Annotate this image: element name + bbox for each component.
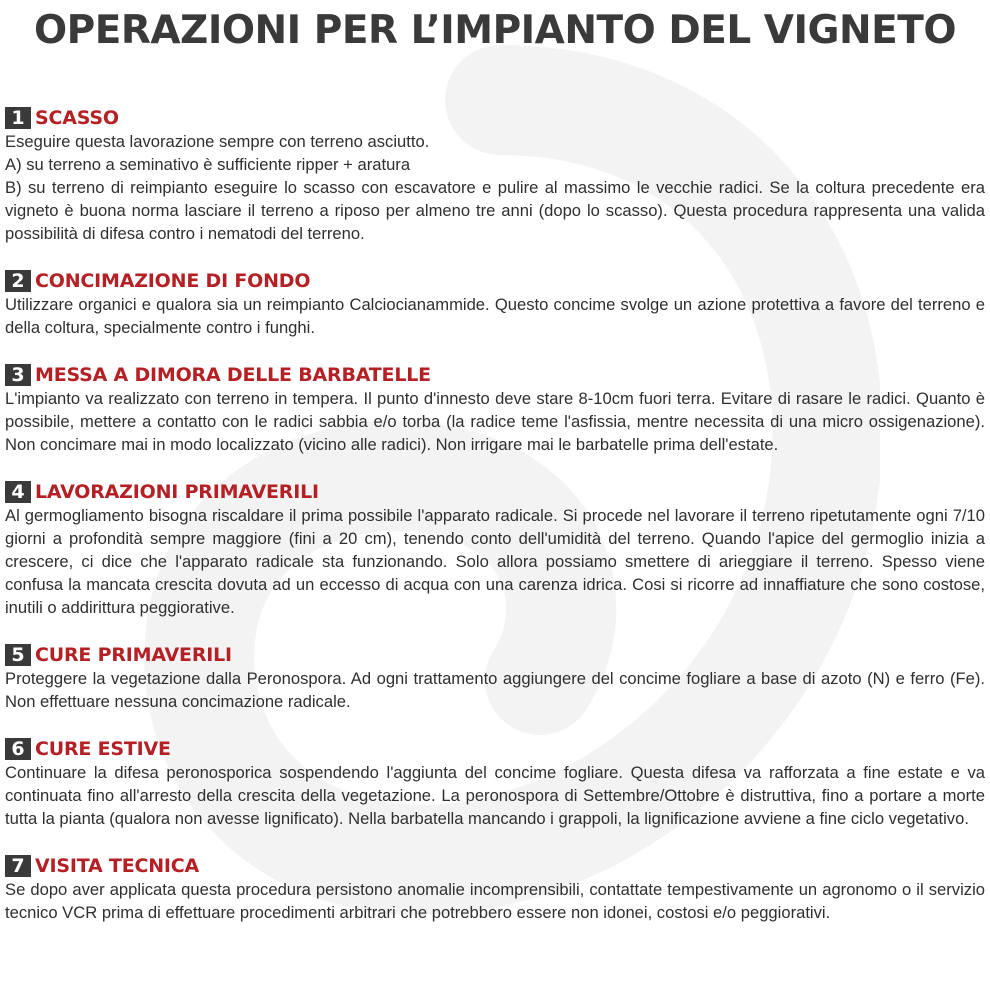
section-cure-estive — [5, 737, 985, 830]
section-header — [5, 737, 985, 761]
section-lavorazioni-primaverili — [5, 480, 985, 619]
section-messa-a-dimora — [5, 363, 985, 456]
section-heading: CONCIMAZIONE DI FONDO — [35, 270, 311, 292]
section-body: Al germogliamento bisogna riscaldare il prima possibile l'apparato radicale. Si procede nel lavorare il terreno ripetutamente ogni 7/10 giorni a profondità sempre maggiore (fini a 20 cm), tenendo conto dell'umidità del terreno. Quando l'apice del germoglio inizia a crescere, ci dice che l'apparato radicale sta funzionando. Solo allora possiamo smettere di arieggiare il terreno. Spesso viene confusa la mancata crescita dovuta ad un eccesso di acqua con una carenza idrica. Cosi si ricorre ad innaffiature che sono costose, inutili o addirittura peggiorative. — [5, 506, 985, 617]
section-heading: CURE ESTIVE — [35, 738, 171, 760]
section-number-badge: 1 — [5, 107, 31, 129]
section-body: Eseguire questa lavorazione sempre con terreno asciutto. A) su terreno a seminativo è sufficiente ripper + aratura B) su terreno di reimpianto eseguire lo scasso con escavatore e pulire al massimo le vecchie radici. Se la coltura precedente era vigneto è buona norma lasciare il terreno a riposo per almeno tre anni (dopo lo scasso). Questa procedura rappresenta una valida possibilità di difesa contro i nematodi del terreno. — [5, 132, 985, 243]
section-number-badge: 6 — [5, 738, 31, 760]
section-heading: VISITA TECNICA — [35, 855, 200, 877]
section-visita-tecnica — [5, 854, 985, 924]
section-header — [5, 480, 985, 504]
section-scasso — [5, 106, 985, 245]
section-header — [5, 269, 985, 293]
section-body: Continuare la difesa peronosporica sospendendo l'aggiunta del concime fogliare. Questa difesa va rafforzata a fine estate e va continuata fino all'arresto della crescita della vegetazione. La peronospora di Settembre/Ottobre è distruttiva, fino a portare a morte tutta la pianta (qualora non avesse lignificato). Nella barbatella mancando i grappoli, la lignificazione avviene a fine ciclo vegetativo. — [5, 763, 985, 828]
section-header — [5, 643, 985, 667]
section-heading: LAVORAZIONI PRIMAVERILI — [35, 481, 319, 503]
section-header — [5, 854, 985, 878]
section-body: L'impianto va realizzato con terreno in tempera. Il punto d'innesto deve stare 8-10cm fuori terra. Evitare di rasare le radici. Quanto è possibile, mettere a contatto con le radici sabbia e/o torba (la radice teme l'asfissia, mentre necessita di una micro ossigenazione). Non concimare mai in modo localizzato (vicino alle radici). Non irrigare mai le barbatelle prima dell'estate. — [5, 389, 985, 454]
section-cure-primaverili — [5, 643, 985, 713]
section-body: Proteggere la vegetazione dalla Peronospora. Ad ogni trattamento aggiungere del concime fogliare a base di azoto (N) e ferro (Fe). Non effettuare nessuna concimazione radicale. — [5, 669, 985, 711]
sections-list — [0, 106, 990, 924]
section-heading: CURE PRIMAVERILI — [35, 644, 232, 666]
section-number-badge: 2 — [5, 270, 31, 292]
section-body: Utilizzare organici e qualora sia un reimpianto Calciocianammide. Questo concime svolge un azione protettiva a favore del terreno e della coltura, specialmente contro i funghi. — [5, 295, 985, 337]
section-number-badge: 4 — [5, 481, 31, 503]
page-title: OPERAZIONI PER L’IMPIANTO DEL VIGNETO — [33, 8, 957, 53]
section-number-badge: 3 — [5, 364, 31, 386]
section-number-badge: 7 — [5, 855, 31, 877]
section-body: Se dopo aver applicata questa procedura persistono anomalie incomprensibili, contattate tempestivamente un agronomo o il servizio tecnico VCR prima di effettuare procedimenti arbitrari che potrebbero essere non idonei, costosi e/o peggiorativi. — [5, 880, 985, 922]
section-concimazione-di-fondo — [5, 269, 985, 339]
section-header — [5, 363, 985, 387]
section-number-badge: 5 — [5, 644, 31, 666]
section-heading: MESSA A DIMORA DELLE BARBATELLE — [35, 364, 431, 386]
section-heading: SCASSO — [35, 107, 119, 129]
section-header — [5, 106, 985, 130]
